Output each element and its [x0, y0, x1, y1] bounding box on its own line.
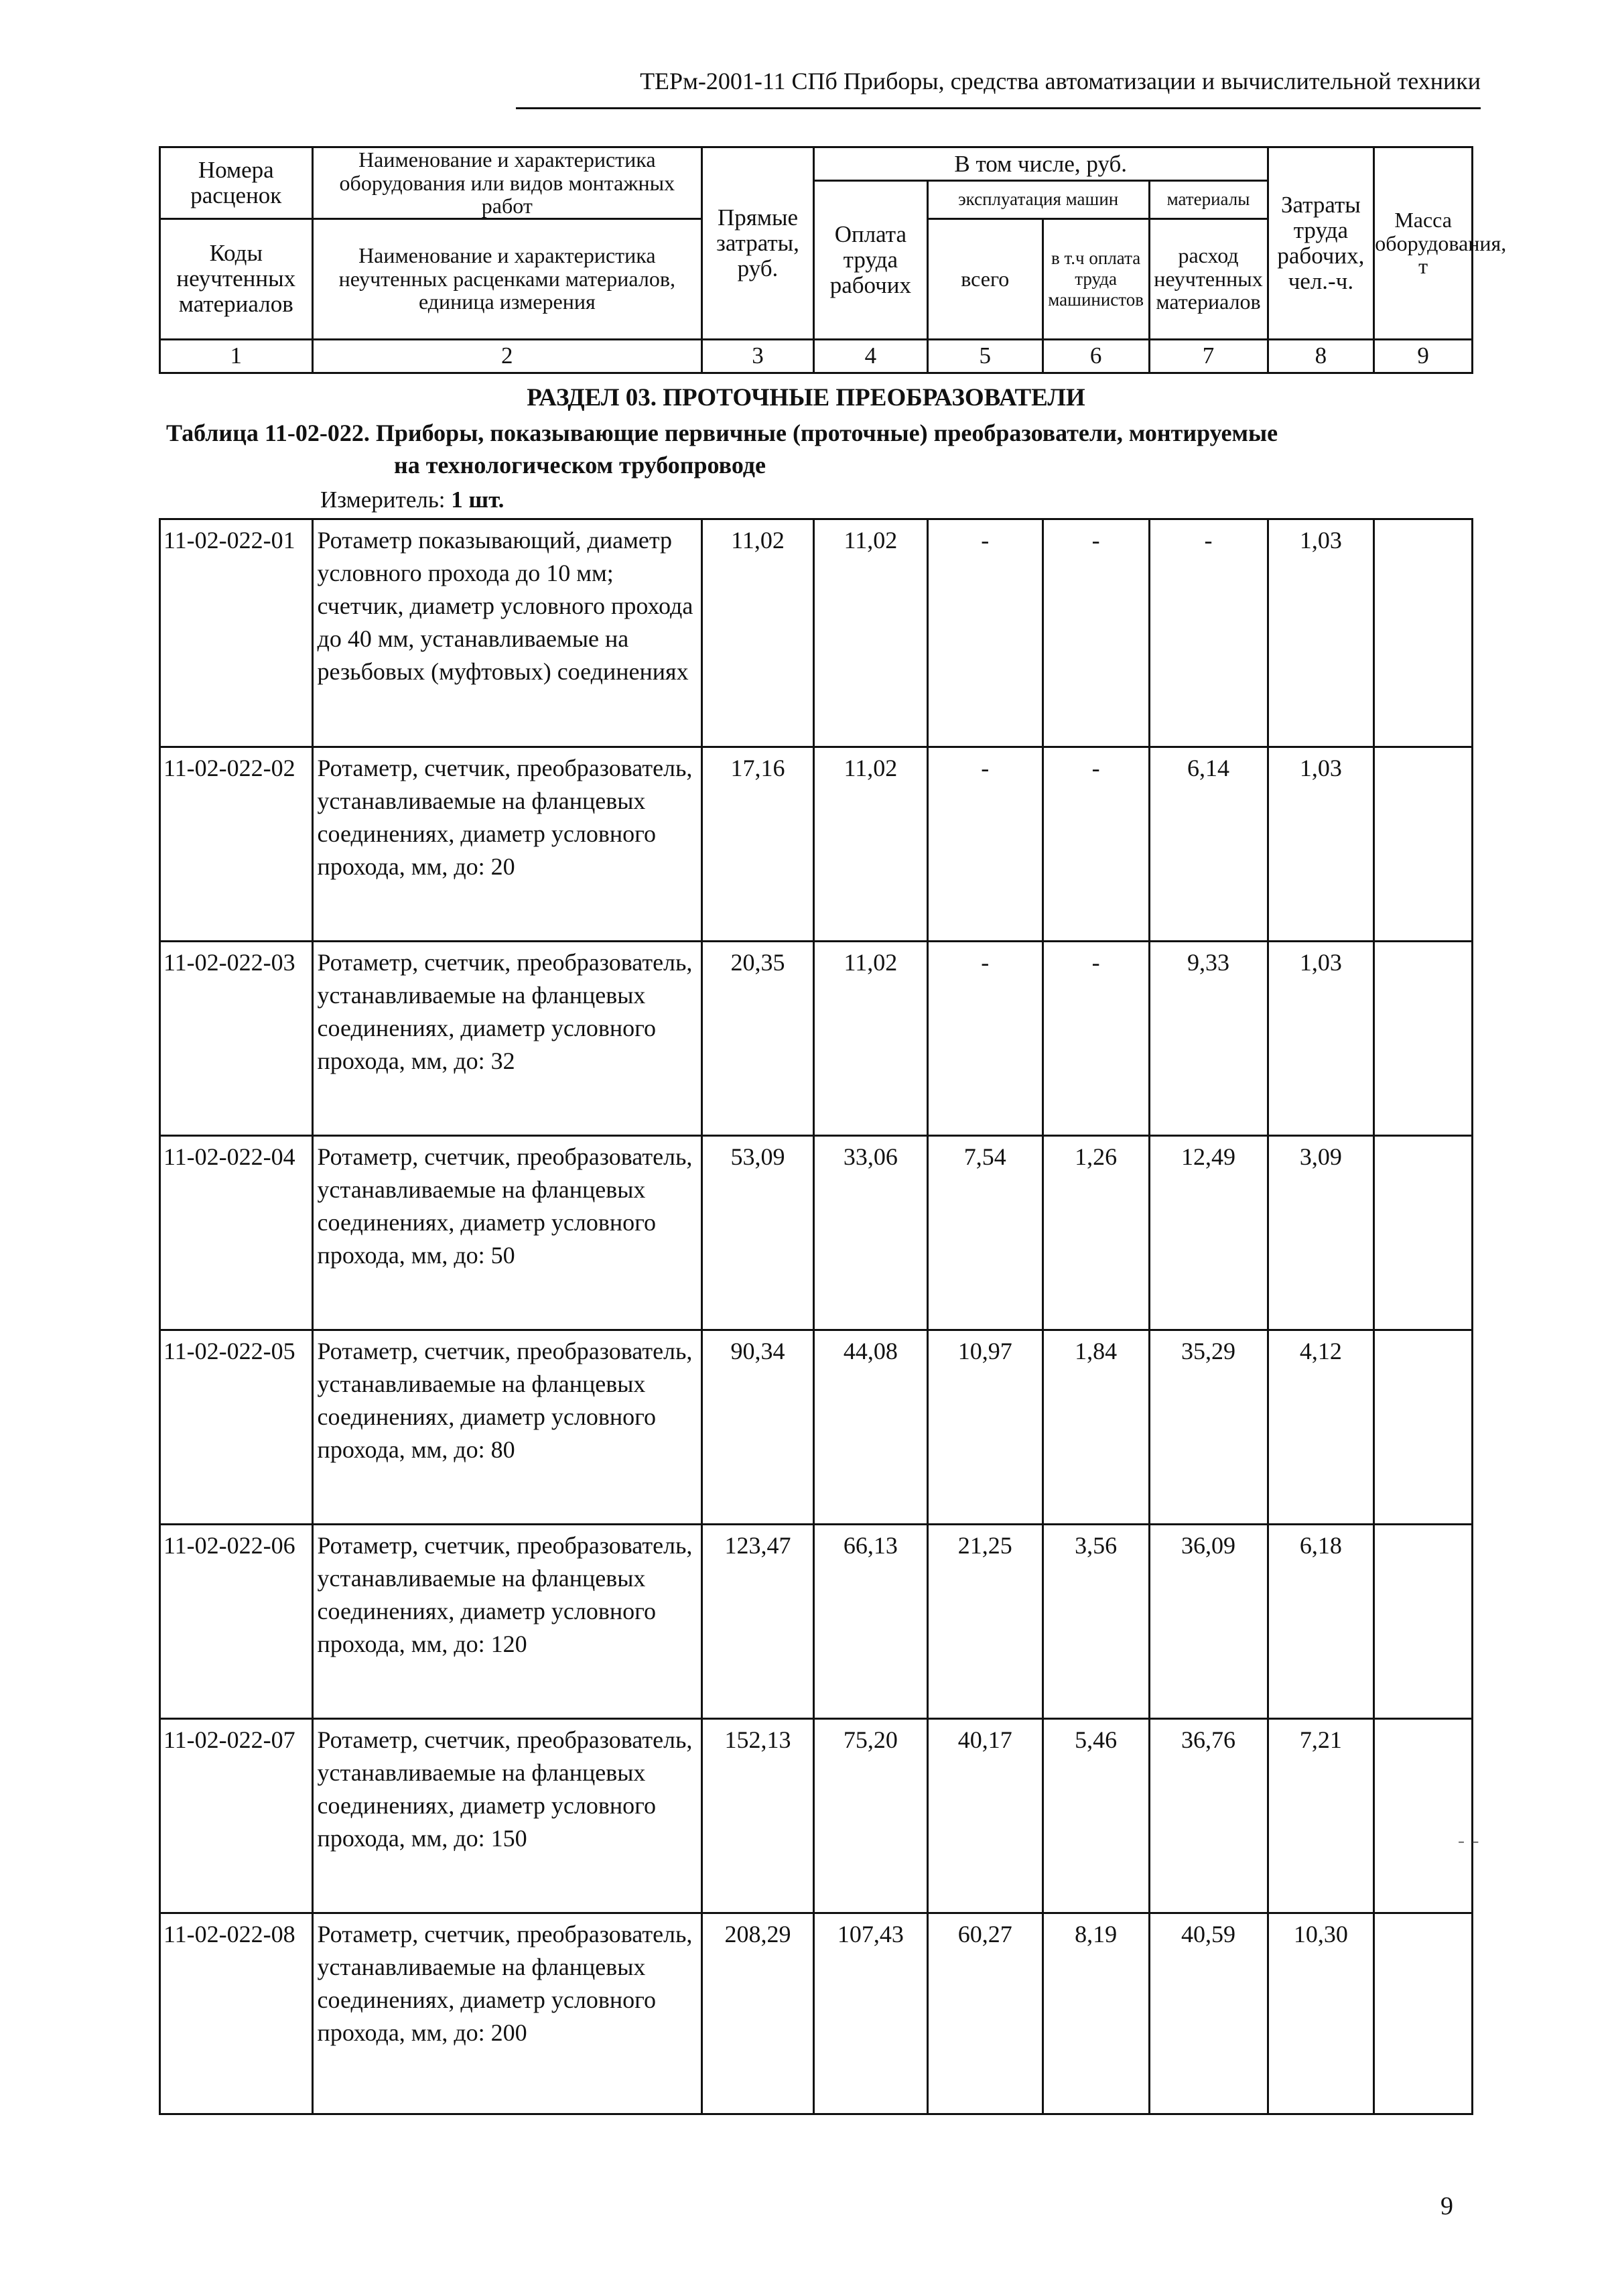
header-col8: Затраты труда рабочих, чел.-ч.	[1268, 147, 1374, 340]
table-title-line1: Таблица 11-02-022. Приборы, показывающие первичные (проточные) преобразователи, монтируемые	[166, 420, 1278, 446]
machine-costs: 40,17	[927, 1719, 1043, 1913]
column-header-table	[159, 146, 1507, 374]
table-row	[160, 519, 1473, 747]
labor-hours: 1,03	[1268, 747, 1374, 942]
unaccounted-materials: 9,33	[1149, 942, 1268, 1136]
labor-pay: 107,43	[813, 1913, 927, 2114]
column-number: 5	[927, 339, 1043, 373]
rate-code: 11-02-022-08	[160, 1913, 313, 2114]
machine-costs: 7,54	[927, 1136, 1043, 1330]
labor-pay: 11,02	[813, 942, 927, 1136]
equipment-mass	[1374, 1330, 1473, 1525]
rate-code: 11-02-022-05	[160, 1330, 313, 1525]
direct-costs: 17,16	[702, 747, 814, 942]
header-col5: всего	[927, 218, 1043, 339]
header-col1-bottom: Коды неучтенных материалов	[160, 218, 313, 339]
header-col9: Масса оборудования, т	[1374, 147, 1473, 340]
header-col3: Прямые затраты, руб.	[702, 147, 814, 340]
operator-pay: -	[1043, 942, 1149, 1136]
labor-pay: 33,06	[813, 1136, 927, 1330]
table-row	[160, 1719, 1473, 1913]
table-row	[160, 1136, 1473, 1330]
labor-pay: 66,13	[813, 1525, 927, 1719]
running-header: ТЕРм-2001-11 СПб Приборы, средства автоматизации и вычислительной техники	[640, 68, 1481, 94]
equipment-mass	[1374, 1525, 1473, 1719]
operator-pay: 1,26	[1043, 1136, 1149, 1330]
measure-unit	[320, 487, 504, 513]
equipment-mass	[1374, 519, 1473, 747]
labor-pay: 11,02	[813, 519, 927, 747]
labor-pay: 44,08	[813, 1330, 927, 1525]
unaccounted-materials: 36,09	[1149, 1525, 1268, 1719]
table-row	[160, 747, 1473, 942]
unaccounted-materials: 6,14	[1149, 747, 1268, 942]
direct-costs: 90,34	[702, 1330, 814, 1525]
column-number: 6	[1043, 339, 1149, 373]
column-number: 8	[1268, 339, 1374, 373]
unaccounted-materials: 12,49	[1149, 1136, 1268, 1330]
equipment-mass	[1374, 942, 1473, 1136]
rate-description: Ротаметр, счетчик, преобразователь, устанавливаемые на фланцевых соединениях, диаметр условного прохода, мм, до: 150	[312, 1719, 702, 1913]
header-col4: Оплата труда рабочих	[813, 181, 927, 340]
page-number: 9	[1440, 2192, 1453, 2220]
scan-mark: - -	[1458, 1830, 1481, 1852]
operator-pay: 1,84	[1043, 1330, 1149, 1525]
table-row	[160, 1525, 1473, 1719]
direct-costs: 53,09	[702, 1136, 814, 1330]
equipment-mass	[1374, 1719, 1473, 1913]
machine-costs: -	[927, 519, 1043, 747]
header-col2-bottom: Наименование и характеристика неучтенных расценками материалов, единица измерения	[312, 218, 702, 339]
equipment-mass	[1374, 1913, 1473, 2114]
machine-costs: 10,97	[927, 1330, 1043, 1525]
direct-costs: 11,02	[702, 519, 814, 747]
direct-costs: 152,13	[702, 1719, 814, 1913]
header-materials-group: материалы	[1149, 181, 1268, 219]
unaccounted-materials: 36,76	[1149, 1719, 1268, 1913]
rate-description: Ротаметр, счетчик, преобразователь, устанавливаемые на фланцевых соединениях, диаметр условного прохода, мм, до: 120	[312, 1525, 702, 1719]
rate-code: 11-02-022-01	[160, 519, 313, 747]
machine-costs: -	[927, 942, 1043, 1136]
rate-code: 11-02-022-07	[160, 1719, 313, 1913]
column-number: 4	[813, 339, 927, 373]
direct-costs: 123,47	[702, 1525, 814, 1719]
table-title	[166, 417, 1439, 481]
labor-hours: 4,12	[1268, 1330, 1374, 1525]
direct-costs: 208,29	[702, 1913, 814, 2114]
labor-hours: 3,09	[1268, 1136, 1374, 1330]
rate-description: Ротаметр показывающий, диаметр условного прохода до 10 мм; счетчик, диаметр условного прохода до 40 мм, устанавливаемые на резьбовых (муфтовых) соединениях	[312, 519, 702, 747]
rate-description: Ротаметр, счетчик, преобразователь, устанавливаемые на фланцевых соединениях, диаметр условного прохода, мм, до: 80	[312, 1330, 702, 1525]
equipment-mass	[1374, 1136, 1473, 1330]
rate-description: Ротаметр, счетчик, преобразователь, устанавливаемые на фланцевых соединениях, диаметр условного прохода, мм, до: 200	[312, 1913, 702, 2114]
table-row	[160, 1913, 1473, 2114]
rate-description: Ротаметр, счетчик, преобразователь, устанавливаемые на фланцевых соединениях, диаметр условного прохода, мм, до: 20	[312, 747, 702, 942]
operator-pay: 5,46	[1043, 1719, 1149, 1913]
labor-hours: 10,30	[1268, 1913, 1374, 2114]
labor-hours: 1,03	[1268, 519, 1374, 747]
unaccounted-materials: 40,59	[1149, 1913, 1268, 2114]
header-rule	[516, 107, 1481, 109]
labor-pay: 75,20	[813, 1719, 927, 1913]
header-col2-top: Наименование и характеристика оборудования или видов монтажных работ	[312, 147, 702, 219]
unaccounted-materials: 35,29	[1149, 1330, 1268, 1525]
operator-pay: 8,19	[1043, 1913, 1149, 2114]
column-number: 2	[312, 339, 702, 373]
operator-pay: -	[1043, 519, 1149, 747]
machine-costs: 21,25	[927, 1525, 1043, 1719]
direct-costs: 20,35	[702, 942, 814, 1136]
table-row	[160, 942, 1473, 1136]
labor-pay: 11,02	[813, 747, 927, 942]
rate-code: 11-02-022-06	[160, 1525, 313, 1719]
header-col1-top: Номера расценок	[160, 147, 313, 219]
header-col6: в т.ч оплата труда машинистов	[1043, 218, 1149, 339]
measure-value: 1 шт.	[451, 487, 505, 513]
rates-table	[159, 518, 1473, 2115]
labor-hours: 7,21	[1268, 1719, 1374, 1913]
table-title-line2: на технологическом трубопроводе	[394, 452, 766, 479]
rate-code: 11-02-022-03	[160, 942, 313, 1136]
machine-costs: -	[927, 747, 1043, 942]
header-col7: расход неучтенных материалов	[1149, 218, 1268, 339]
machine-costs: 60,27	[927, 1913, 1043, 2114]
column-number: 3	[702, 339, 814, 373]
section-title: РАЗДЕЛ 03. ПРОТОЧНЫЕ ПРЕОБРАЗОВАТЕЛИ	[527, 384, 1085, 411]
rate-code: 11-02-022-02	[160, 747, 313, 942]
column-number: 1	[160, 339, 313, 373]
rate-description: Ротаметр, счетчик, преобразователь, устанавливаемые на фланцевых соединениях, диаметр условного прохода, мм, до: 50	[312, 1136, 702, 1330]
equipment-mass	[1374, 747, 1473, 942]
column-number: 9	[1374, 339, 1473, 373]
labor-hours: 1,03	[1268, 942, 1374, 1136]
header-group: В том числе, руб.	[813, 147, 1268, 181]
measure-label: Измеритель:	[320, 487, 446, 513]
rate-description: Ротаметр, счетчик, преобразователь, устанавливаемые на фланцевых соединениях, диаметр условного прохода, мм, до: 32	[312, 942, 702, 1136]
rate-code: 11-02-022-04	[160, 1136, 313, 1330]
table-row	[160, 1330, 1473, 1525]
operator-pay: 3,56	[1043, 1525, 1149, 1719]
labor-hours: 6,18	[1268, 1525, 1374, 1719]
column-number: 7	[1149, 339, 1268, 373]
unaccounted-materials: -	[1149, 519, 1268, 747]
header-machines: эксплуатация машин	[927, 181, 1149, 219]
operator-pay: -	[1043, 747, 1149, 942]
